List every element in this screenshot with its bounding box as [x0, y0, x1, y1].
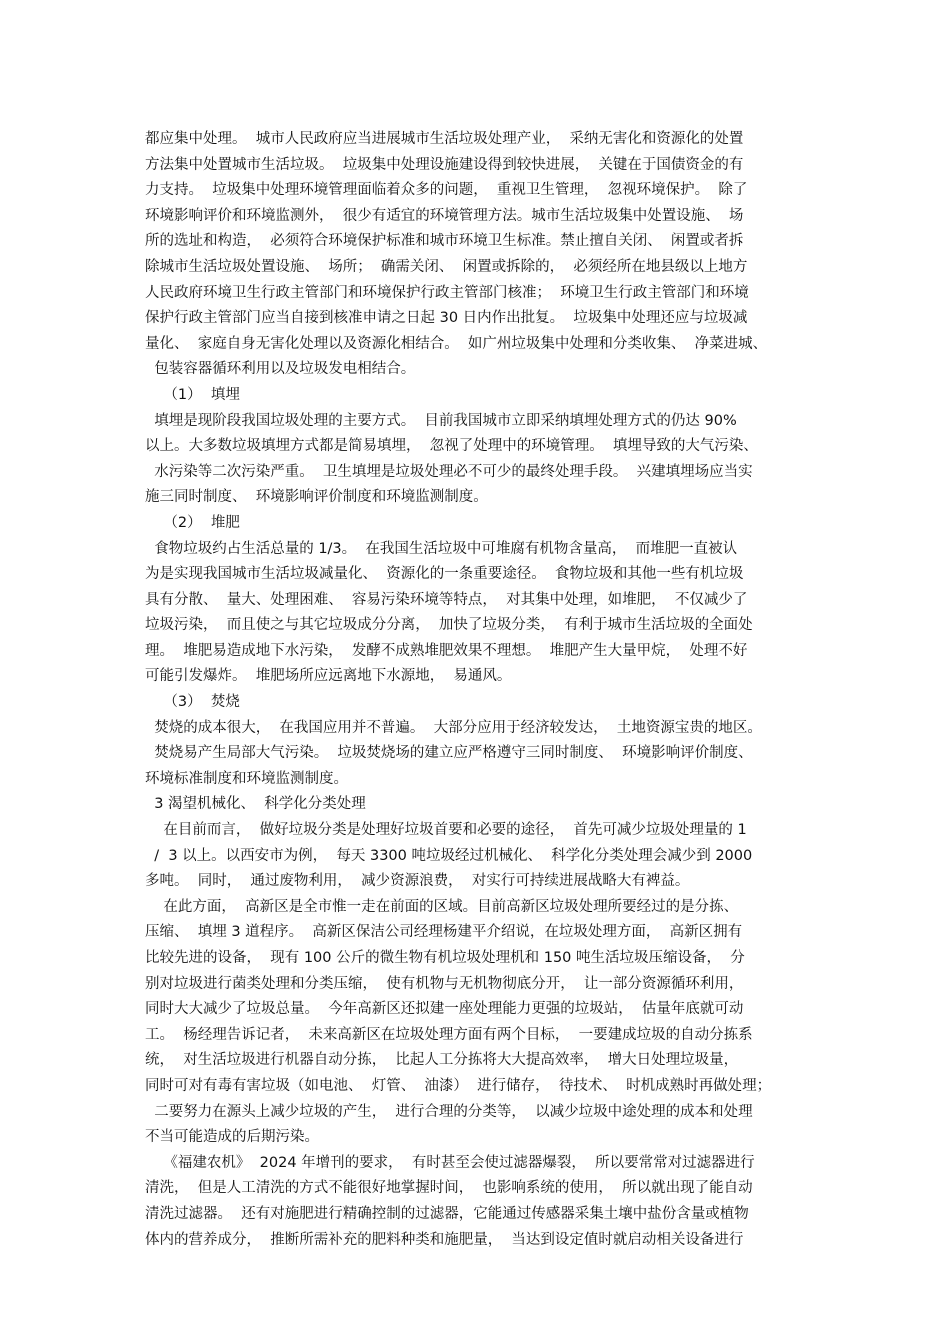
- text-line: 水污染等二次污染严重。 卫生填埋是垃圾处理必不可少的最终处理手段。 兴建填埋场应当实: [145, 463, 753, 480]
- text-line: 具有分散、 量大、处理困难、 容易污染环境等特点， 对其集中处理，如堆肥， 不仅减少了: [145, 591, 748, 608]
- text-line: 食物垃圾约占生活总量的 1/3。 在我国生活垃圾中可堆腐有机物含量高， 而堆肥一直被认: [145, 540, 738, 557]
- text-line: 清洗过滤器。 还有对施肥进行精确控制的过滤器，它能通过传感器采集土壤中盐份含量或植物: [145, 1205, 749, 1222]
- text-line: 垃圾污染， 而且使之与其它垃圾成分分离， 加快了垃圾分类， 有利于城市生活垃圾的全面处: [145, 617, 753, 634]
- text-line: 所的选址和构造， 必须符合环境保护标准和城市环境卫生标准。禁止擅自关闭、 闲置或者拆: [145, 233, 744, 250]
- text-line: 工。 杨经理告诉记者， 未来高新区在垃圾处理方面有两个目标， 一要建成垃圾的自动分拣系: [145, 1026, 753, 1043]
- text-line: 比较先进的设备， 现有 100 公斤的微生物有机垃圾处理机和 150 吨生活垃圾压缩设备， 分: [145, 950, 745, 966]
- text-line: 二要努力在源头上减少垃圾的产生， 进行合理的分类等， 以减少垃圾中途处理的成本和处理: [145, 1103, 753, 1120]
- text-line: 在此方面， 高新区是全市惟一走在前面的区域。目前高新区垃圾处理所要经过的是分拣、: [145, 898, 739, 915]
- text-line: 包装容器循环利用以及垃圾发电相结合。: [145, 361, 416, 378]
- text-line: 方法集中处置城市生活垃圾。 垃圾集中处理设施建设得到较快进展， 关键在于国债资金的有: [145, 156, 744, 173]
- text-line: 多吨。 同时， 通过废物利用， 减少资源浪费， 对实行可持续进展战略大有裨益。: [145, 873, 690, 890]
- text-line: 填埋是现阶段我国垃圾处理的主要方式。 目前我国城市立即采纳填埋处理方式的仍达 90%: [145, 412, 737, 429]
- text-line: （2） 堆肥: [145, 514, 240, 531]
- text-line: 不当可能造成的后期污染。: [145, 1129, 319, 1146]
- text-line: 压缩、 填埋 3 道程序。 高新区保洁公司经理杨建平介绍说，在垃圾处理方面， 高新区拥有: [145, 924, 743, 941]
- text-line: 同时大大减少了垃圾总量。 今年高新区还拟建一座处理能力更强的垃圾站， 估量年底就可动: [145, 1001, 744, 1018]
- text-line: 3 渴望机械化、 科学化分类处理: [145, 796, 366, 813]
- text-line: 人民政府环境卫生行政主管部门和环境保护行政主管部门核准； 环境卫生行政主管部门和环境: [145, 284, 749, 301]
- text-line: 都应集中处理。 城市人民政府应当进展城市生活垃圾处理产业， 采纳无害化和资源化的处置: [145, 131, 744, 147]
- text-line: 保护行政主管部门应当自接到核准申请之日起 30 日内作出批复。 垃圾集中处理还应与垃圾减: [145, 310, 748, 327]
- text-line: 为是实现我国城市生活垃圾减量化、 资源化的一条重要途径。 食物垃圾和其他一些有机垃圾: [145, 566, 744, 583]
- text-line: 环境影响评价和环境监测外， 很少有适宜的环境管理方法。城市生活垃圾集中处置设施、 场: [145, 207, 744, 224]
- text-line: 焚烧的成本很大， 在我国应用并不普遍。 大部分应用于经济较发达， 土地资源宝贵的地区。: [145, 719, 762, 736]
- text-line: 施三同时制度、 环境影响评价制度和环境监测制度。: [145, 489, 488, 506]
- text-line: 量化、 家庭自身无害化处理以及资源化相结合。 如广州垃圾集中处理和分类收集、 净菜进城、: [145, 335, 768, 352]
- text-line: 统， 对生活垃圾进行机器自动分拣， 比起人工分拣将大大提高效率， 增大日处理垃圾量，: [145, 1052, 739, 1069]
- text-line: 清洗， 但是人工清洗的方式不能很好地掌握时间， 也影响系统的使用， 所以就出现了能自动: [145, 1180, 753, 1197]
- text-line: 理。 堆肥易造成地下水污染， 发酵不成熟堆肥效果不理想。 堆肥产生大量甲烷， 处理不好: [145, 642, 748, 659]
- text-line: / 3 以上。以西安市为例， 每天 3300 吨垃圾经过机械化、 科学化分类处理会减少到 2000: [145, 847, 753, 864]
- text-line: （1） 填埋: [145, 386, 240, 403]
- text-line: 力支持。 垃圾集中处理环境管理面临着众多的问题， 重视卫生管理， 忽视环境保护。 除了: [145, 182, 748, 199]
- text-line: 可能引发爆炸。 堆肥场所应远离地下水源地， 易通风。: [145, 668, 512, 685]
- text-line: 同时可对有毒有害垃圾（如电池、 灯管、 油漆） 进行储存， 待技术、 时机成熟时再做处理；: [145, 1077, 772, 1094]
- text-line: 环境标准制度和环境监测制度。: [145, 770, 348, 787]
- text-line: 除城市生活垃圾处置设施、 场所； 确需关闭、 闲置或拆除的， 必须经所在地县级以上地方: [145, 258, 748, 275]
- text-line: 在目前而言， 做好垃圾分类是处理好垃圾首要和必要的途径， 首先可减少垃圾处理量的 1: [145, 822, 747, 839]
- text-line: 《福建农机》 2024 年增刊的要求， 有时甚至会使过滤器爆裂， 所以要常常对过滤器进行: [145, 1154, 755, 1171]
- body-text: [145, 127, 825, 1253]
- text-line: 别对垃圾进行菌类处理和分类压缩， 使有机物与无机物彻底分开， 让一部分资源循环利用，: [145, 975, 744, 992]
- text-line: 体内的营养成分， 推断所需补充的肥料种类和施肥量， 当达到设定值时就启动相关设备进行: [145, 1231, 744, 1248]
- text-line: 以上。大多数垃圾填埋方式都是简易填埋， 忽视了处理中的环境管理。 填埋导致的大气污染、: [145, 438, 758, 455]
- text-line: （3） 焚烧: [145, 694, 240, 711]
- text-line: 焚烧易产生局部大气污染。 垃圾焚烧场的建立应严格遵守三同时制度、 环境影响评价制度、: [145, 745, 753, 762]
